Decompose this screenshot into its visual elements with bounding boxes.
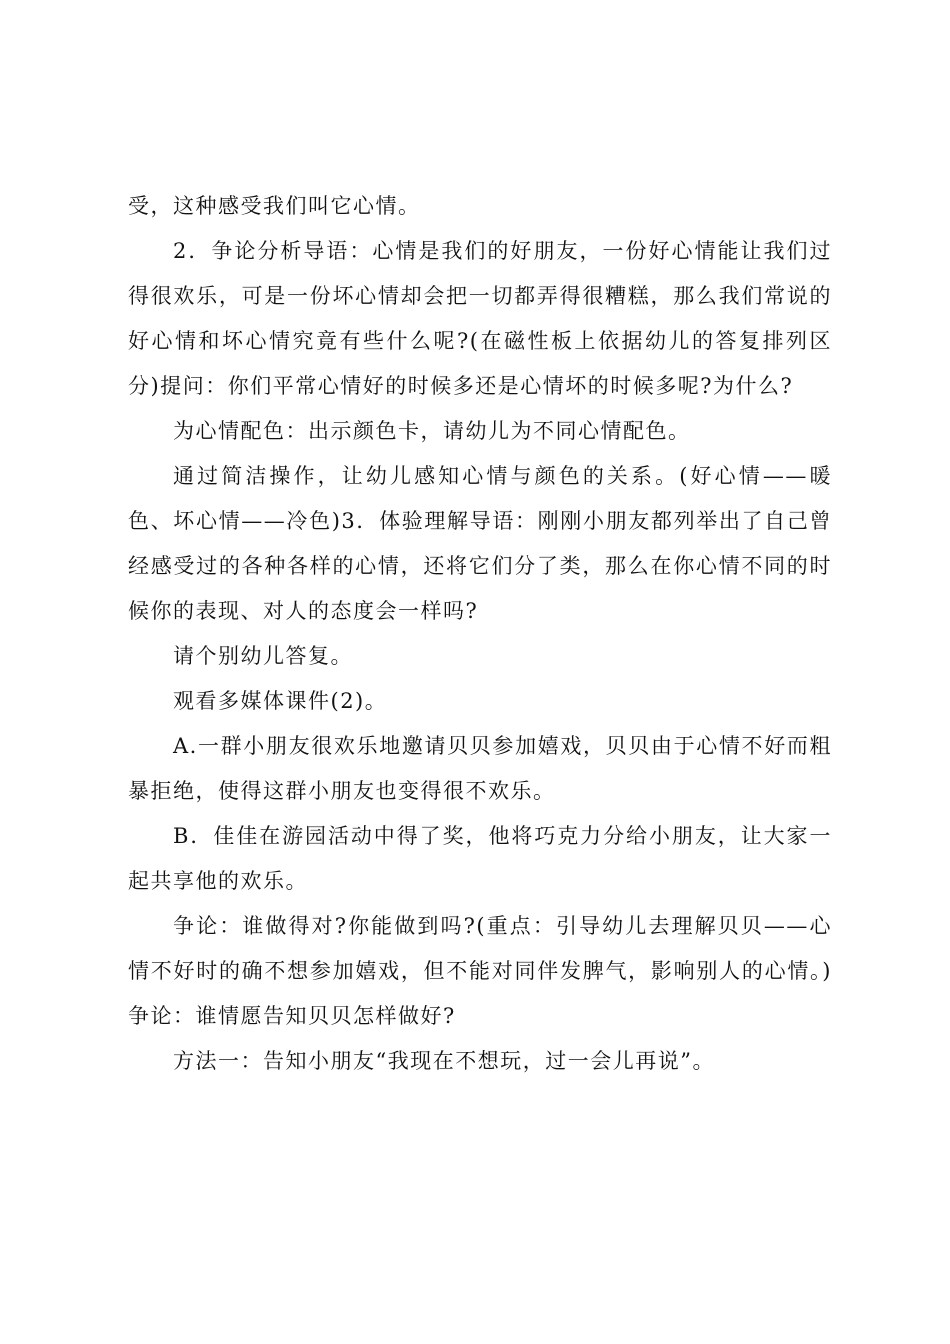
paragraph-10: 方法一：告知小朋友“我现在不想玩，过一会儿再说”。: [173, 1049, 715, 1073]
paragraph-7: A.一群小朋友很欢乐地邀请贝贝参加嬉戏，贝贝由于心情不好而粗暴拒绝，使得这群小朋友也变得很不欢乐。: [128, 734, 832, 803]
document-body: [128, 184, 832, 1084]
paragraph-6: 观看多媒体课件(2)。: [173, 689, 388, 713]
paragraph-2: 2．争论分析导语：心情是我们的好朋友，一份好心情能让我们过得很欢乐，可是一份坏心情却会把一切都弄得很糟糕，那么我们常说的好心情和坏心情究竟有些什么呢?(在磁性板上依据幼儿的答复排列区分)提问：你们平常心情好的时候多还是心情坏的时候多呢?为什么?: [128, 239, 832, 398]
paragraph-4: 通过简洁操作，让幼儿感知心情与颜色的关系。(好心情——暖色、坏心情——冷色)3．体验理解导语：刚刚小朋友都列举出了自己曾经感受过的各种各样的心情，还将它们分了类，那么在你心情不同的时候你的表现、对人的态度会一样吗?: [128, 464, 832, 623]
paragraph-9: 争论：谁做得对?你能做到吗?(重点：引导幼儿去理解贝贝——心情不好时的确不想参加嬉戏，但不能对同伴发脾气，影响别人的心情。)争论：谁情愿告知贝贝怎样做好?: [128, 914, 832, 1028]
paragraph-5: 请个别幼儿答复。: [173, 644, 353, 668]
paragraph-8: B．佳佳在游园活动中得了奖，他将巧克力分给小朋友，让大家一起共享他的欢乐。: [128, 824, 832, 893]
paragraph-1: 受，这种感受我们叫它心情。: [128, 194, 421, 218]
paragraph-3: 为心情配色：出示颜色卡，请幼儿为不同心情配色。: [173, 419, 691, 443]
